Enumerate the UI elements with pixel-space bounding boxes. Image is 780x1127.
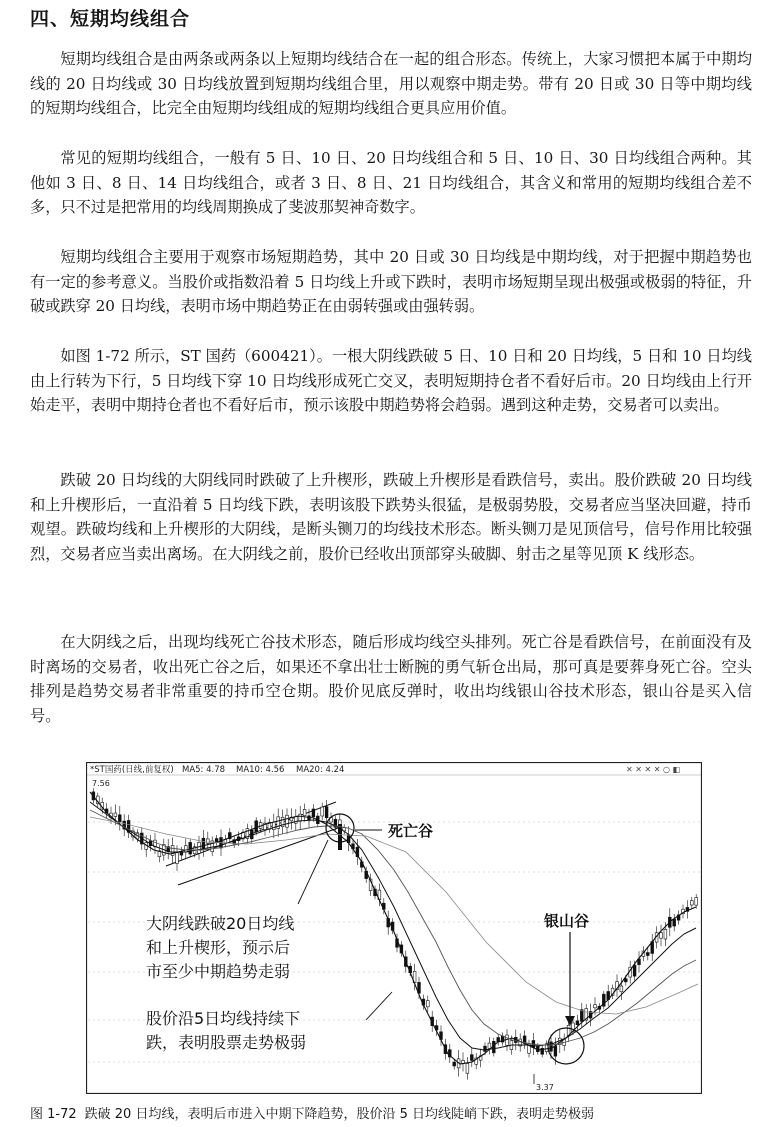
ma20-label: MA20: 4.24 xyxy=(296,765,345,775)
bullish-candle xyxy=(114,813,117,816)
bullish-candle xyxy=(664,929,667,939)
price-high-label: 7.56 xyxy=(92,779,110,788)
bullish-candle xyxy=(695,898,698,906)
bullish-candle xyxy=(660,933,663,939)
bearish-candle xyxy=(554,1046,557,1056)
bearish-candle xyxy=(624,979,627,982)
bearish-candle xyxy=(673,919,676,926)
chart-title: *ST国药(日线,前复权) xyxy=(90,765,174,775)
bullish-candle xyxy=(488,1043,491,1048)
section-heading: 四、短期均线组合 xyxy=(30,8,191,30)
bullish-candle xyxy=(426,1001,429,1007)
paragraph-6: 在大阴线之后，出现均线死亡谷技术形态，随后形成均线空头排列。死亡谷是看跌信号，在前面没有及时离场的交易者，收出死亡谷之后，如果还不拿出壮士断腕的勇气斩仓出局，那可真是要葬身死亡谷。空头排列是趋势交易者非常重要的持币空仓期。股价见底反弹时，收出均线银山谷技术形态，银山谷是买入信号。 xyxy=(30,633,752,725)
ma5-label: MA5: 4.78 xyxy=(182,765,226,775)
bullish-candle xyxy=(299,814,302,821)
bullish-candle xyxy=(466,1063,469,1073)
bearish-candle xyxy=(255,821,258,832)
paragraph-2: 常见的短期均线组合，一般有 5 日、10 日、20 日均线组合和 5 日、10 日、30 日均线组合两种。其他如 3 日、8 日、14 日均线组合，或者 3 日、8 日、21 日均线组合，其含义和常用的短期均线组合差不多，只不过是把常用的均线周期换成了斐波那契神奇数字。 xyxy=(30,149,752,217)
paragraph-1: 短期均线组合是由两条或两条以上短期均线结合在一起的组合形态。传统上，大家习惯把本属于中期均线的 20 日均线或 30 日均线放置到短期均线组合里，用以观察中期走势。带有 20 日或 30 日等中期均线的短期均线组合，比完全由短期均线组成的短期均线组合更具应用价值。 xyxy=(30,50,752,118)
bearish-candle xyxy=(470,1055,473,1061)
bearish-candle xyxy=(576,1021,579,1025)
break-annotation: 大阴线跌破20日均线 和上升楔形，预示后 市至少中期趋势走弱 xyxy=(146,914,295,981)
bearish-candle xyxy=(215,839,218,842)
bearish-candle xyxy=(118,815,121,822)
death-valley-label: 死亡谷 xyxy=(388,822,434,840)
follow-ma5-annotation: 股价沿5日均线持续下 跌，表明股票走势极弱 xyxy=(146,1009,307,1052)
figure-number: 图 1-72 xyxy=(30,1107,77,1122)
bullish-candle xyxy=(321,807,324,816)
bearish-candle xyxy=(550,1042,553,1051)
caption-text: 跌破 20 日均线，表明后市进入中期下降趋势，股价沿 5 日均线陡峭下跌，表明走势极弱 xyxy=(84,1107,594,1122)
bearish-candle xyxy=(453,1062,456,1066)
bullish-candle xyxy=(198,842,201,853)
bullish-candle xyxy=(184,846,187,853)
bullish-candle xyxy=(206,839,209,843)
bullish-candle xyxy=(620,986,623,992)
bullish-candle xyxy=(272,822,275,829)
bearish-candle xyxy=(250,830,253,839)
bearish-candle xyxy=(312,809,315,817)
price-low-label: 3.37 xyxy=(536,1083,554,1092)
figure-caption xyxy=(30,1103,594,1122)
ma10-label: MA10: 4.56 xyxy=(236,765,285,775)
paragraph-4: 如图 1-72 所示，ST 国药（600421）。一根大阴线跌破 5 日、10 日和 20 日均线，5 日和 10 日均线由上行转为下行，5 日均线下穿 10 日均线形成死亡交叉，表明短期持仓者不看好后市。20 日均线由上行开始走平，表明中期持仓者也不看好后市，预示该股中期趋势将会趋弱。遇到这种走势，交易者可以卖出。 xyxy=(30,347,752,415)
bullish-candle xyxy=(690,901,693,905)
window-controls-icon: ✕ ✕ ✕ ✕ ○ ◧ xyxy=(626,765,681,774)
candlestick-chart xyxy=(86,762,702,1094)
bearish-candle xyxy=(633,965,636,976)
bearish-candle xyxy=(325,807,328,818)
bearish-candle xyxy=(202,838,205,848)
bullish-candle xyxy=(286,815,289,827)
stock-chart-figure xyxy=(86,762,702,1094)
paragraph-3: 短期均线组合主要用于观察市场短期趋势，其中 20 日或 30 日均线是中期均线，对于把握中期趋势也有一定的参考意义。当股价或指数沿着 5 日均线上升或下跌时，表明市场短期呈现出极强或极弱的特征，升破或跌穿 20 日均线，表明市场中期趋势正在由弱转强或由强转弱。 xyxy=(30,248,752,316)
bullish-candle xyxy=(303,809,306,815)
silver-valley-label: 银山谷 xyxy=(544,912,590,930)
bearish-candle xyxy=(646,953,649,956)
bullish-candle xyxy=(176,853,179,864)
bearish-candle xyxy=(484,1046,487,1051)
bearish-candle xyxy=(580,1010,583,1022)
paragraph-5: 跌破 20 日均线的大阴线同时跌破了上升楔形，跌破上升楔形是看跌信号，卖出。股价跌破 20 日均线和上升楔形后，一直沿着 5 日均线下跌，表明该股下跌势头很猛，是极弱势股，交易者应当坚决回避，持币观望。跌破均线和上升楔形的大阴线，是断头铡刀的均线技术形态。断头铡刀是见顶信号，信号作用比较强烈，交易者应当卖出离场。在大阴线之前，股价已经收出顶部穿头破脚、射击之星等见顶 K 线形态。 xyxy=(30,471,752,563)
bullish-candle xyxy=(594,1005,597,1008)
